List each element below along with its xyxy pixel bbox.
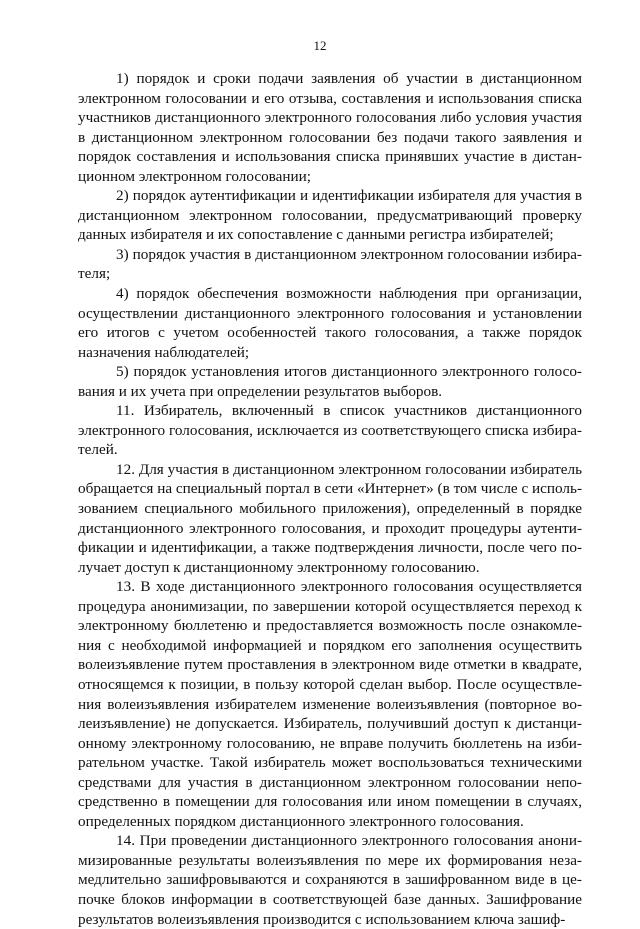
- paragraph-line: 12. Для участия в дистанционном электронном голосовании избиратель: [116, 460, 582, 478]
- paragraph-line: мизированные результаты волеизъявления по мере их формирования неза-: [78, 851, 582, 869]
- paragraph-line: 2) порядок аутентификации и идентификации избирателя для участия в: [116, 187, 582, 205]
- paragraph-line: фикации и идентификации, а также подтверждения личности, после чего по-: [78, 539, 582, 557]
- paragraph-line: результатов волеизъявления производится с использованием ключа зашиф-: [78, 910, 566, 928]
- paragraph-line: зованием специального мобильного приложения), определенный в порядке: [78, 500, 582, 518]
- paragraph-line: волеизъявление путем проставления в электронном виде отметки в квадрате,: [78, 656, 582, 674]
- paragraph-line: 11. Избиратель, включенный в список участников дистанционного: [116, 402, 582, 420]
- document-body: [78, 69, 582, 929]
- paragraph-line: обращается на специальный портал в сети «Интернет» (в том числе с исполь-: [78, 480, 582, 498]
- paragraph-line: процедура анонимизации, по завершении которой осуществляется переход к: [78, 597, 582, 615]
- paragraph: [78, 460, 582, 577]
- paragraph-line: ния с необходимой информацией и порядком его заполнения осуществить: [78, 636, 582, 654]
- paragraph-line: порядок составления и использования списка принявших участие в дистан-: [78, 148, 582, 166]
- paragraph-line: электронному бюллетеню и предоставляется возможность после ознакомле-: [78, 617, 582, 635]
- paragraph-line: электронного голосования, исключается из соответствующего списка избира-: [78, 421, 582, 439]
- paragraph-line: осуществлении дистанционного электронного голосования и установлении: [78, 304, 582, 322]
- paragraph: [78, 577, 582, 831]
- paragraph-line: 1) порядок и сроки подачи заявления об участии в дистанционном: [116, 70, 582, 87]
- paragraph-line: его итогов с учетом особенностей такого голосования, а также порядок: [78, 324, 582, 342]
- paragraph-line: теля;: [78, 265, 111, 283]
- paragraph: [78, 69, 582, 186]
- paragraph-line: в дистанционном электронном голосовании без подачи такого заявления и: [78, 128, 582, 146]
- paragraph: [78, 362, 582, 401]
- paragraph-line: 3) порядок участия в дистанционном электронном голосовании избира-: [116, 245, 582, 263]
- paragraph-line: телей.: [78, 441, 118, 459]
- paragraph-line: леизъявление) не допускается. Избиратель, получивший доступ к дистанци-: [78, 715, 582, 733]
- paragraph: [78, 401, 582, 460]
- paragraph-line: 14. При проведении дистанционного электронного голосования анони-: [116, 832, 582, 850]
- paragraph: [78, 186, 582, 245]
- paragraph-line: 13. В ходе дистанционного электронного голосования осуществляется: [116, 578, 582, 596]
- paragraph-line: 4) порядок обеспечения возможности наблюдения при организации,: [116, 285, 582, 303]
- paragraph-line: 5) порядок установления итогов дистанционного электронного голосо-: [116, 363, 582, 381]
- paragraph-line: дистанционного электронного голосования, и проходит процедуры аутенти-: [78, 519, 582, 537]
- paragraph-line: относящемся к позиции, в пользу которой сделан выбор. После осуществле-: [78, 675, 582, 693]
- paragraph-line: вания и их учета при определении результатов выборов.: [78, 382, 443, 400]
- paragraph-line: онному электронному голосованию, не вправе получить бюллетень на изби-: [78, 734, 582, 752]
- paragraph-line: средственно в помещении для голосования или ином помещении в случаях,: [78, 793, 582, 811]
- paragraph-line: лучает доступ к дистанционному электронному голосованию.: [78, 558, 480, 576]
- page-number: 12: [313, 38, 327, 53]
- paragraph: [78, 831, 582, 929]
- paragraph-line: почке блоков информации в соответствующей базе данных. Зашифрование: [78, 890, 582, 908]
- paragraph-line: рательном участке. Такой избиратель может воспользоваться техническими: [78, 754, 582, 772]
- paragraph-line: медлительно зашифровываются и сохраняются в зашифрованном виде в це-: [78, 871, 582, 889]
- paragraph: [78, 284, 582, 362]
- paragraph-line: данных избирателя и их сопоставление с данными регистра избирателей;: [78, 226, 554, 244]
- paragraph-line: ционном электронном голосовании;: [78, 167, 311, 185]
- paragraph-line: участников дистанционного электронного голосования либо условия участия: [78, 109, 582, 127]
- paragraph-line: определенных порядком дистанционного электронного голосования.: [78, 812, 524, 830]
- paragraph-line: ния волеизъявления избирателем изменение волеизъявления (повторное во-: [78, 695, 582, 713]
- paragraph-line: дистанционном электронном голосовании, предусматривающий проверку: [78, 206, 582, 224]
- paragraph-line: электронном голосовании и его отзыва, составления и использования списка: [78, 89, 582, 107]
- paragraph-line: средствами для участия в дистанционном электронном голосовании непо-: [78, 773, 582, 791]
- paragraph-line: назначения наблюдателей;: [78, 343, 250, 361]
- paragraph: [78, 245, 582, 284]
